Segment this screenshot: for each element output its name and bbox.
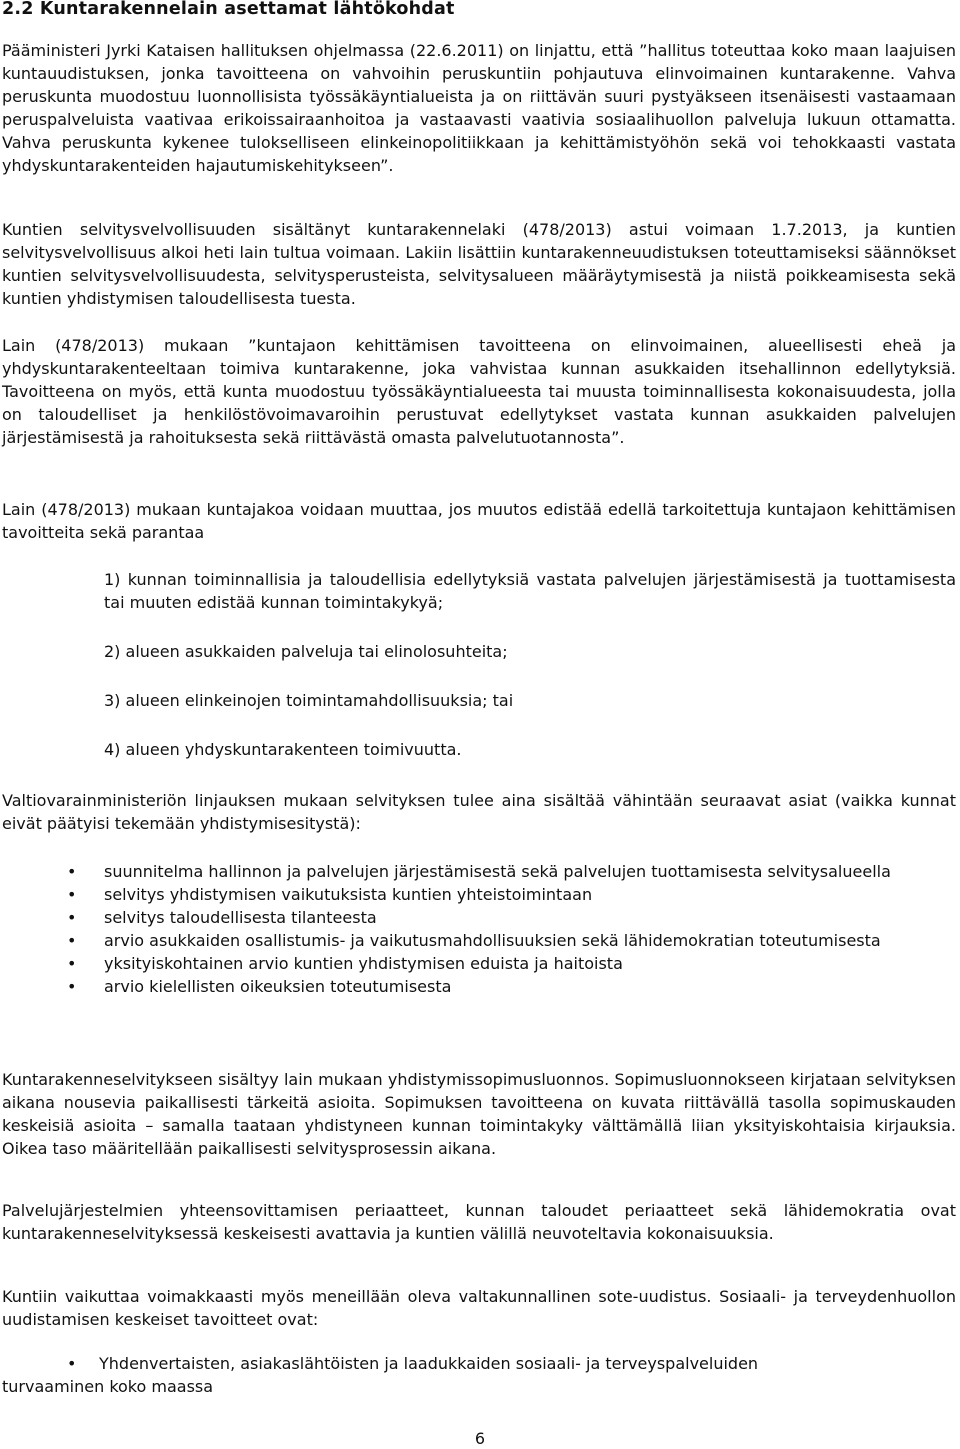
bullet-list-sote-goals [0,1352,960,1398]
list-item [0,929,956,952]
numbered-item-1: 1) kunnan toiminnallisia ja taloudellisia edellytyksiä vastata palvelujen järjestämisestä ja tuottamisesta tai muuten edistää kunnan toimintakykyä; [104,570,956,612]
numbered-item-2: 2) alueen asukkaiden palveluja tai elinolosuhteita; [104,642,508,661]
section-heading: 2.2 Kuntarakennelain asettamat lähtökohdat [2,0,455,19]
bullet-icon: • [67,885,77,904]
paragraph-act-objectives: Lain (478/2013) mukaan ”kuntajaon kehittämisen tavoitteena on elinvoimainen, alueellisesti eheä ja yhdyskuntarakenteeltaan toimiva kuntarakenne, joka vahvistaa kunnan asukkaiden itsehallinnon edellytyksiä. Tavoitteena on myös, että kunta muodostuu työssäkäyntialueesta tai muusta toiminnallisesta kokonaisuudesta, jolla on taloudelliset ja henkilöstövoimavaroihin perustuvat edellytykset vastata kunnan asukkaiden palvelujen järjestämisestä ja rahoituksesta sekä riittävästä omasta palvelutuotannosta”. [2,336,956,447]
list-item [0,906,956,929]
paragraph-government-programme: Pääministeri Jyrki Kataisen hallituksen ohjelmassa (22.6.2011) on linjattu, että ”hallitus toteuttaa koko maan laajuisen kuntauudistuksen, jonka tavoitteena on vahvoihin peruskuntiin pohjautuva elinvoimainen kuntarakenne. Vahva peruskunta muodostuu luonnollisista työssäkäyntialueista ja on riittävän suuri pystyäkseen itsenäisesti vastaamaan peruspalveluista vaativaa erikoissairaanhoitoa ja vastaavasti vaativia sosiaalihuollon palveluja lukuun ottamatta. Vahva peruskunta kykenee tulokselliseen elinkeinopolitiikkaan ja kehittämistyöhön sekä voi tehokkaasti vastata yhdyskuntarakenteiden hajautumiskehitykseen”. [2,41,956,175]
list-item-text: yksityiskohtainen arvio kuntien yhdistymisen eduista ja haitoista [104,954,623,973]
numbered-item-3: 3) alueen elinkeinojen toimintamahdollisuuksia; tai [104,691,514,710]
page-number: 6 [474,1429,486,1448]
list-item [0,975,956,998]
bullet-icon: • [67,954,77,973]
list-item-text: suunnitelma hallinnon ja palvelujen järjestämisestä sekä palvelujen tuottamisesta selvitysalueella [104,862,891,881]
list-item [0,883,956,906]
bullet-icon: • [67,931,77,950]
numbered-item-4: 4) alueen yhdyskuntarakenteen toimivuutta. [104,740,462,759]
bullet-icon: • [67,977,77,996]
list-item-text: selvitys yhdistymisen vaikutuksista kuntien yhteistoimintaan [104,885,593,904]
paragraph-municipal-division-change: Lain (478/2013) mukaan kuntajakoa voidaan muuttaa, jos muutos edistää edellä tarkoitettuja kuntajaon kehittämisen tavoitteita sekä parantaa [2,500,956,542]
bullet-icon: • [67,862,77,881]
list-item-text-continuation: turvaaminen koko maassa [2,1377,214,1396]
list-item [0,860,956,883]
bullet-list-required-contents [0,860,960,998]
list-item-text: arvio asukkaiden osallistumis- ja vaikutusmahdollisuuksien sekä lähidemokratian toteutumisesta [104,931,881,950]
list-item-text: selvitys taloudellisesta tilanteesta [104,908,377,927]
bullet-icon: • [67,1354,77,1373]
paragraph-municipal-structure-act: Kuntien selvitysvelvollisuuden sisältänyt kuntarakennelaki (478/2013) astui voimaan 1.7.2013, ja kuntien selvitysvelvollisuus alkoi heti lain tultua voimaan. Lakiin lisättiin kuntarakenneuudistuksen toteuttamiseksi säännökset kuntien selvitysvelvollisuudesta, selvitysperusteista, selvitysalueen määräytymisestä ja niistä poikkeamisesta sekä kuntien yhdistymisen taloudellisesta tuesta. [2,220,956,308]
list-item [0,1352,956,1398]
paragraph-ministry-guidelines: Valtiovarainministeriön linjauksen mukaan selvityksen tulee aina sisältää vähintään seuraavat asiat (vaikka kunnat eivät päätyisi tekemään yhdistymisesitystä): [2,791,956,833]
list-item-text: arvio kielellisten oikeuksien toteutumisesta [104,977,452,996]
list-item [0,952,956,975]
paragraph-merger-agreement: Kuntarakenneselvitykseen sisältyy lain mukaan yhdistymissopimusluonnos. Sopimusluonnokseen kirjataan selvityksen aikana nousevia paikallisesti tärkeitä asioita. Sopimuksen tavoitteena on kuvata riittävällä tasolla sopimuskauden keskeisiä asioita – samalla taataan yhdistyneen kunnan toimintakyky välttämällä liian yksityiskohtaisia kirjauksia. Oikea taso määritellään paikallisesti selvitysprosessin aikana. [2,1070,956,1158]
paragraph-sote-reform: Kuntiin vaikuttaa voimakkaasti myös meneillään oleva valtakunnallinen sote-uudistus. Sosiaali- ja terveydenhuollon uudistamisen keskeiset tavoitteet ovat: [2,1287,956,1329]
list-item-text: Yhdenvertaisten, asiakaslähtöisten ja laadukkaiden sosiaali- ja terveyspalveluiden [99,1354,759,1373]
paragraph-service-principles: Palvelujärjestelmien yhteensovittamisen periaatteet, kunnan taloudet periaatteet sekä lähidemokratia ovat kuntarakenneselvityksessä keskeisesti avattavia ja kuntien välillä neuvoteltavia kokonaisuuksia. [2,1201,956,1243]
bullet-icon: • [67,908,77,927]
